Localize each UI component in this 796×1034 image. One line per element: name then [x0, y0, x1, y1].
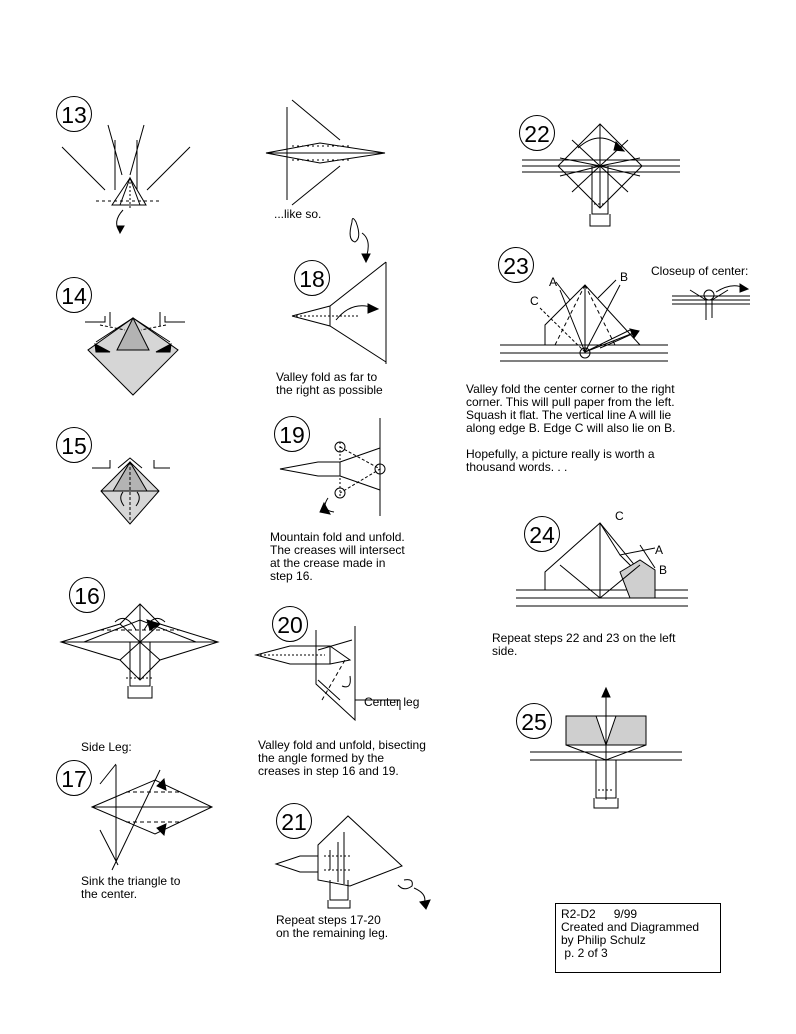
step-23-label-c: C [530, 294, 539, 308]
step-24-label-c: C [615, 509, 624, 523]
step-25-number: 25 [516, 703, 552, 739]
credits-model: R2-D2 [561, 907, 596, 921]
step-19-caption: Mountain fold and unfold. The creases will intersect at the crease made in step 16. [270, 530, 405, 583]
step-22-number: 22 [519, 115, 555, 151]
step-18-preface-caption: ...like so. [274, 207, 322, 221]
step-23-caption: Valley fold the center corner to the right corner. This will pull paper from the left. Squash it flat. The vertical line A will lie along edge B. Edge C will also lie on B. Hopefully, a picture really is worth a thousand words. . . [466, 382, 676, 474]
step-19-number: 19 [274, 416, 310, 452]
step-13-number: 13 [56, 96, 92, 132]
step-18-number: 18 [294, 260, 330, 296]
step-17-label: Side Leg: [81, 740, 132, 754]
step-15-number: 15 [56, 427, 92, 463]
step-20-caption: Valley fold and unfold, bisecting the angle formed by the creases in step 16 and 19. [258, 738, 426, 778]
credits-box [555, 903, 721, 973]
step-20-label: Center leg [364, 695, 420, 709]
step-20-number: 20 [272, 606, 308, 642]
step-23-label-a: A [549, 275, 558, 289]
step-17-caption: Sink the triangle to the center. [81, 874, 181, 901]
step-21-number: 21 [276, 803, 312, 839]
step-21-caption: Repeat steps 17-20 on the remaining leg. [276, 913, 389, 940]
step-24-caption: Repeat steps 22 and 23 on the left side. [492, 631, 676, 658]
credits-page: p. 2 of 3 [561, 946, 608, 960]
step-17-number: 17 [56, 760, 92, 796]
step-23-closeup-label: Closeup of center: [651, 264, 749, 278]
step-24-number: 24 [524, 516, 560, 552]
step-18-caption: Valley fold as far to the right as possible [276, 370, 383, 397]
step-14-number: 14 [56, 277, 92, 313]
step-16-number: 16 [69, 577, 105, 613]
credits-created: Created and Diagrammed [561, 920, 700, 934]
credits-date: 9/99 [613, 907, 638, 921]
step-23-label-b: B [620, 270, 629, 284]
credits-author: by Philip Schulz [561, 933, 646, 947]
step-24-label-b: B [659, 563, 668, 577]
step-24-label-a: A [655, 543, 664, 557]
step-23-number: 23 [498, 247, 534, 283]
